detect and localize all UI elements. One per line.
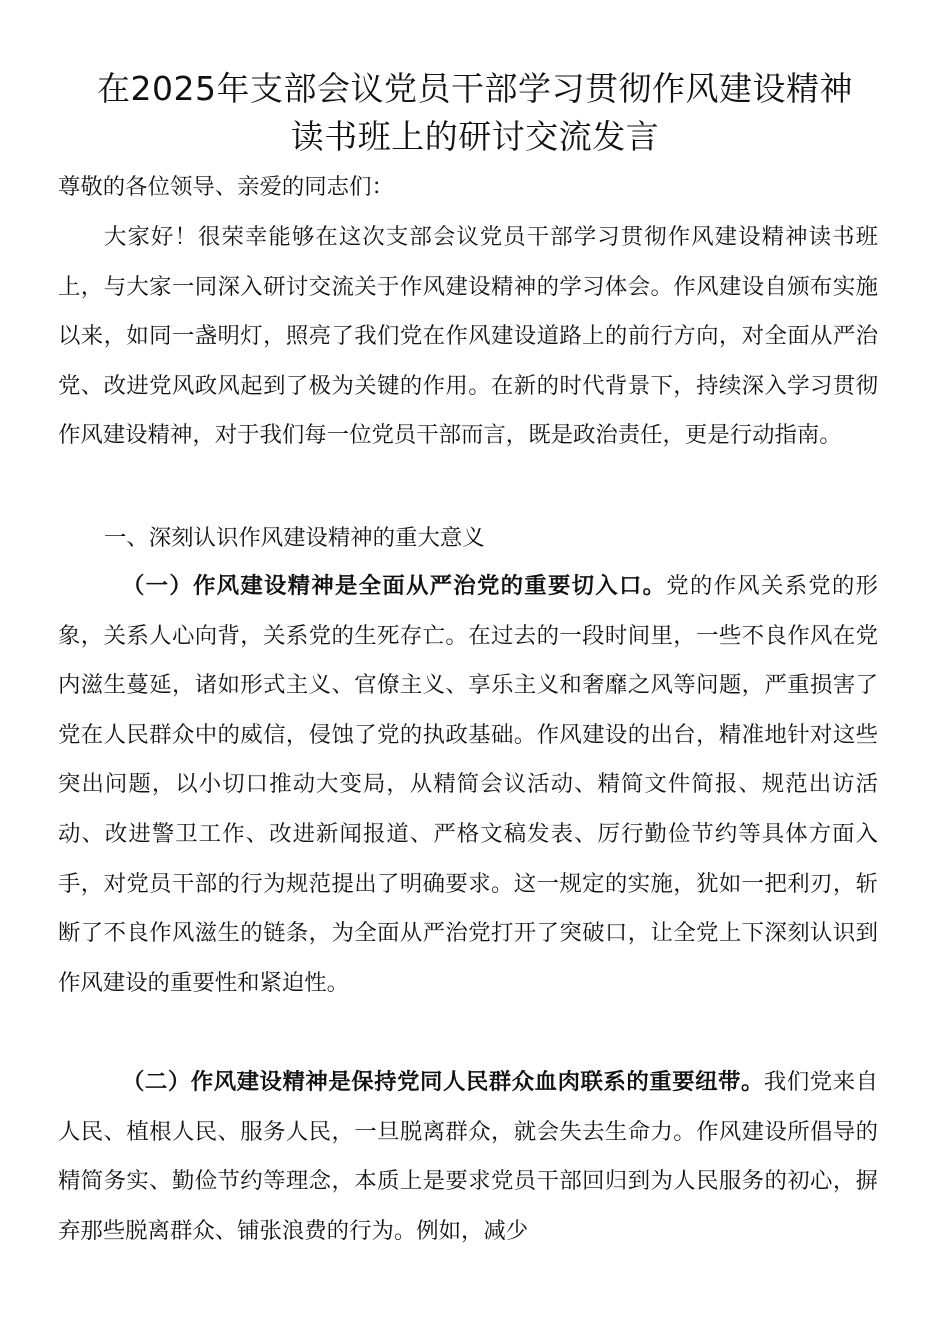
point-2-lead: （二）作风建设精神是保持党同人民群众血肉联系的重要纽带。	[122, 1069, 764, 1095]
document-title-line-2: 读书班上的研讨交流发言	[290, 117, 660, 156]
document-title-line-1: 在2025年支部会议党员干部学习贯彻作风建设精神	[97, 69, 853, 108]
point-1-paragraph	[58, 562, 878, 1008]
point-2-text: 我们党来自人民、植根人民、服务人民，一旦脱离群众，就会失去生命力。作风建设所倡导的精简务实、勤俭节约等理念，本质上是要求党员干部回归到为人民服务的初心，摒弃那些脱离群众、铺张浪费的行为。例如，减少	[58, 1069, 879, 1244]
intro-paragraph: 大家好！很荣幸能够在这次支部会议党员干部学习贯彻作风建设精神读书班上，与大家一同深入研讨交流关于作风建设精神的学习体会。作风建设自颁布实施以来，如同一盏明灯，照亮了我们党在作风建设道路上的前行方向，对全面从严治党、改进党风政风起到了极为关键的作用。在新的时代背景下，持续深入学习贯彻作风建设精神，对于我们每一位党员干部而言，既是政治责任，更是行动指南。	[58, 224, 878, 449]
point-1-text: 党的作风关系党的形象，关系人心向背，关系党的生死存亡。在过去的一段时间里，一些不良作风在党内滋生蔓延，诸如形式主义、官僚主义、享乐主义和奢靡之风等问题，严重损害了党在人民群众中的威信，侵蚀了党的执政基础。作风建设的出台，精准地针对这些突出问题，以小切口推动大变局，从精简会议活动、精简文件简报、规范出访活动、改进警卫工作、改进新闻报道、严格文稿发表、厉行勤俭节约等具体方面入手，对党员干部的行为规范提出了明确要求。这一规定的实施，犹如一把利刃，斩断了不良作风滋生的链条，为全面从严治党打开了突破口，让全党上下深刻认识到作风建设的重要性和紧迫性。	[58, 573, 879, 996]
salutation: 尊敬的各位领导、亲爱的同志们：	[58, 174, 394, 200]
section-heading: 一、深刻认识作风建设精神的重大意义	[104, 525, 485, 551]
point-2-paragraph	[58, 1058, 878, 1256]
point-1-lead: （一）作风建设精神是全面从严治党的重要切入口。	[122, 573, 667, 599]
